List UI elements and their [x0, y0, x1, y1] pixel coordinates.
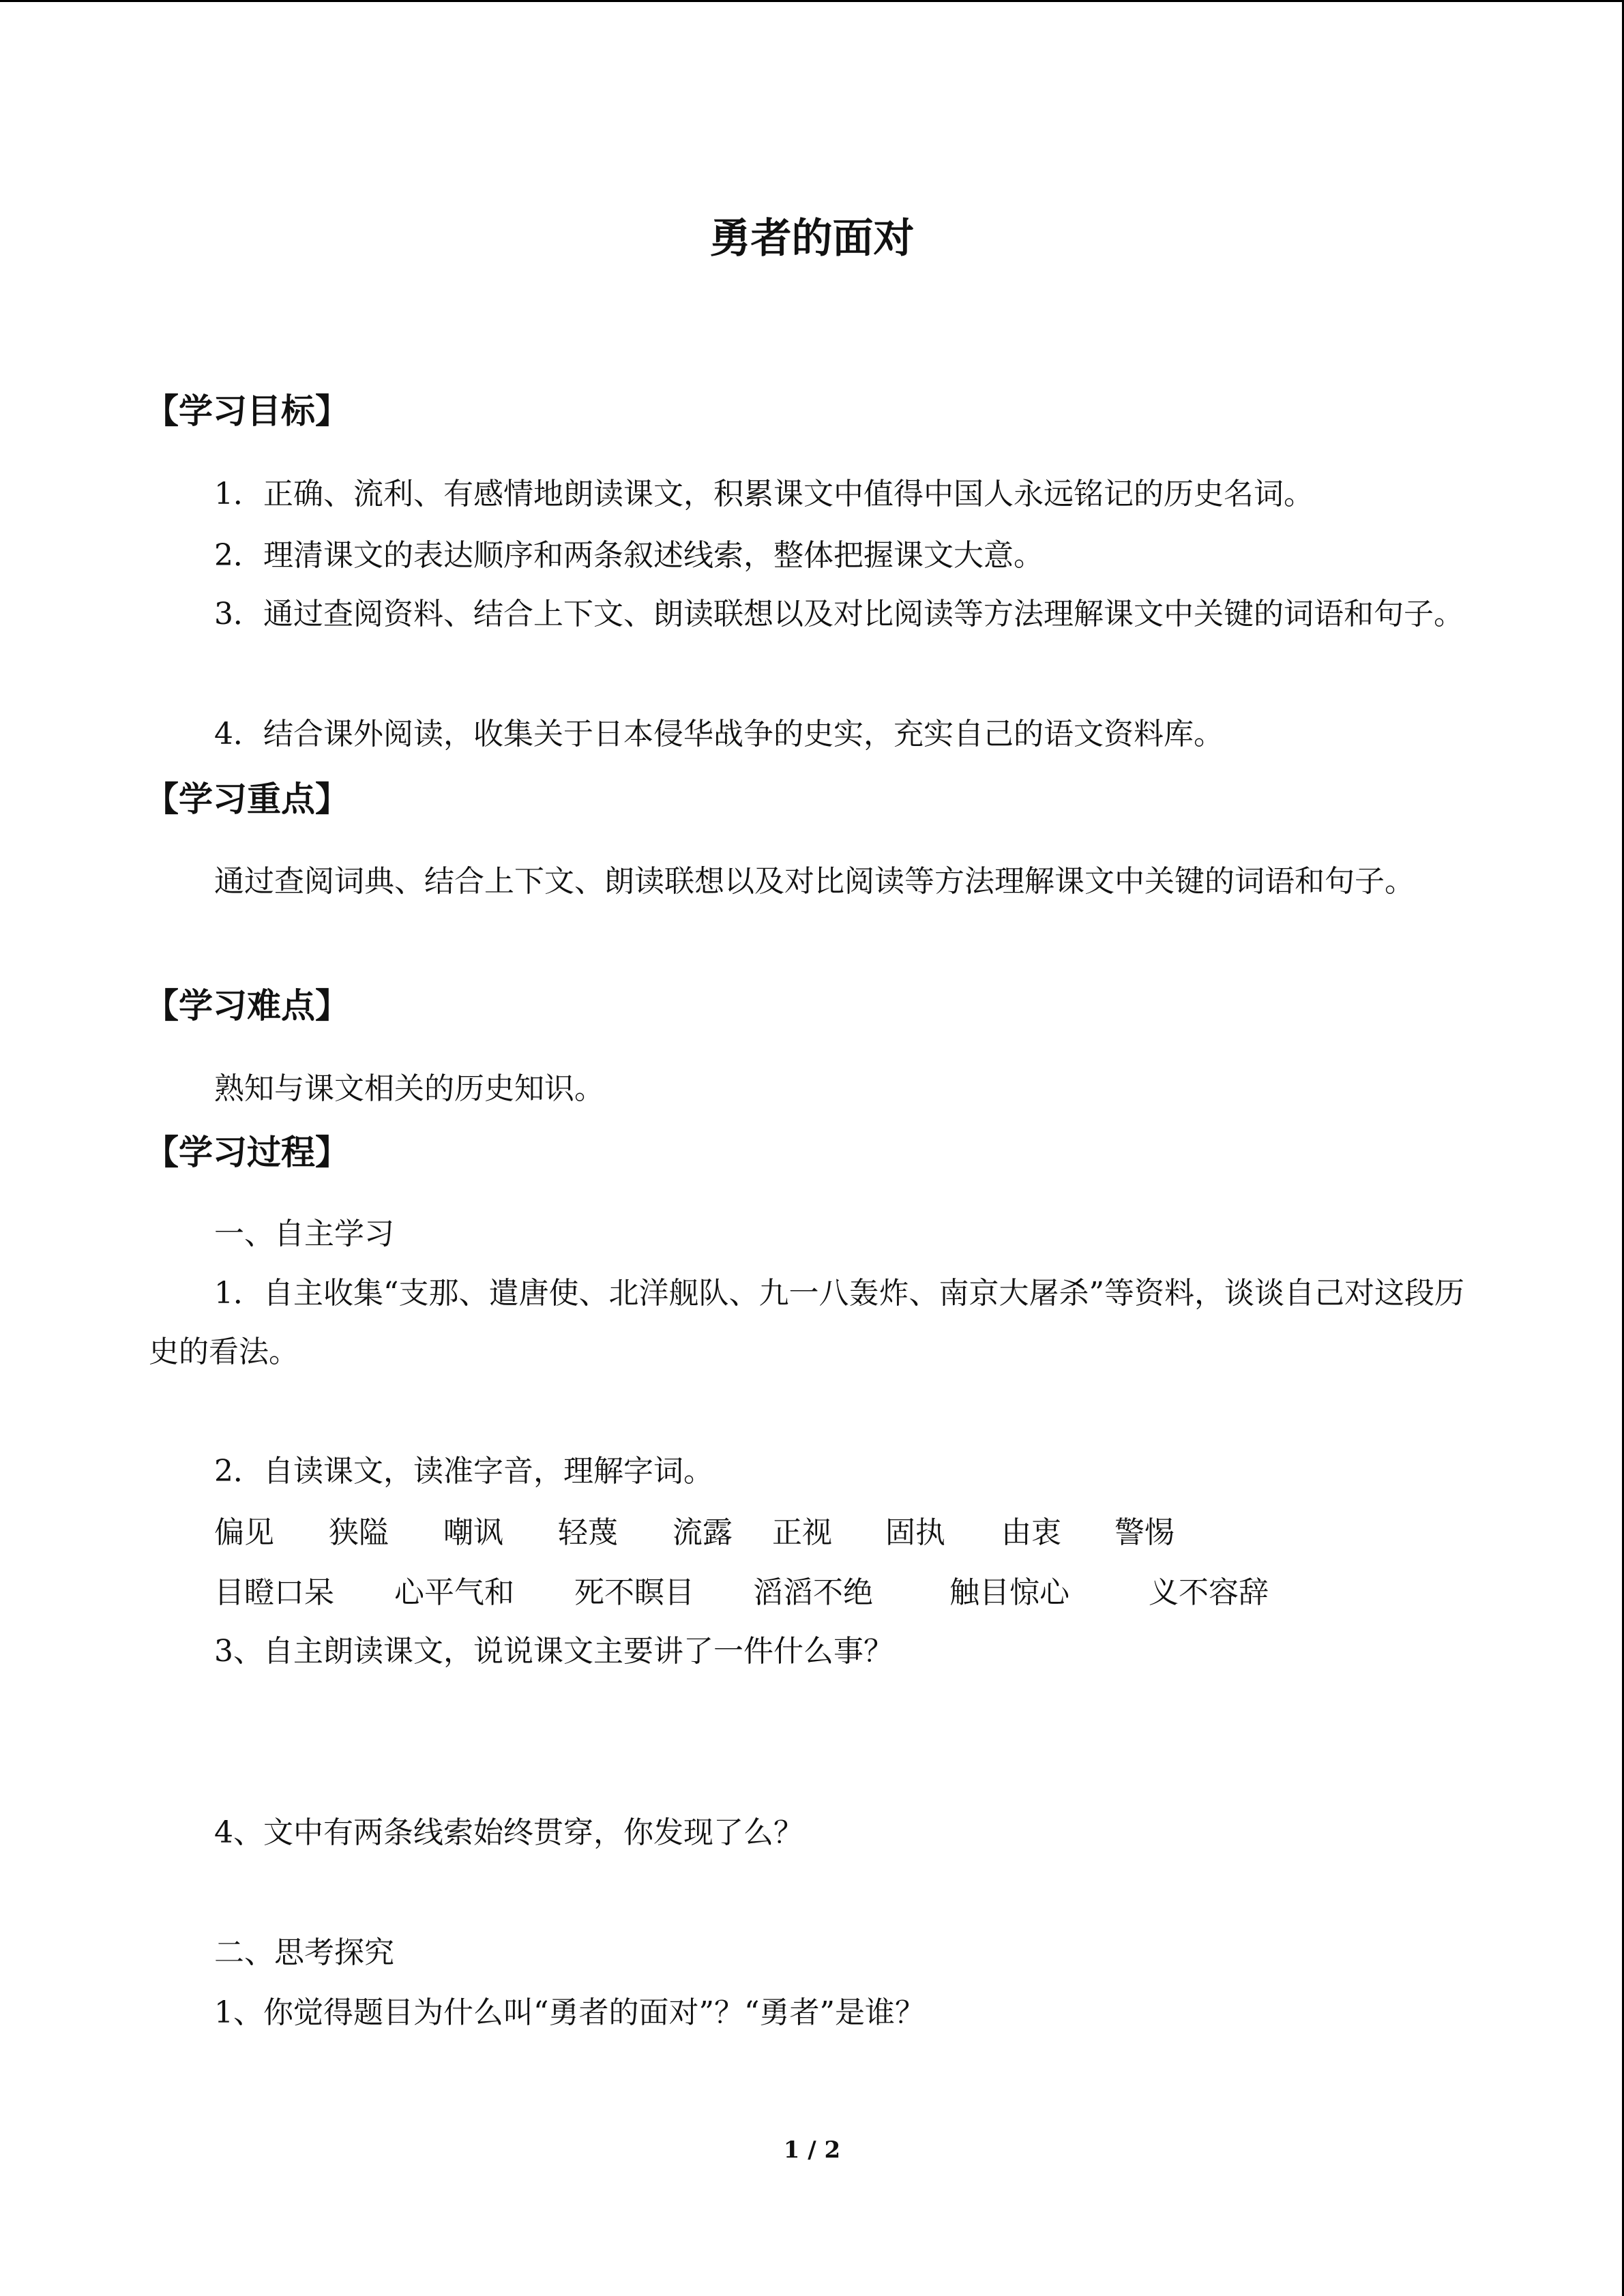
vocab-word: 滔滔不绝	[753, 1575, 873, 1610]
page-number: 1 / 2	[783, 2136, 841, 2164]
vocab-word: 触目惊心	[949, 1575, 1069, 1610]
vocab-word: 流露	[673, 1515, 733, 1550]
page-top-border	[0, 0, 1624, 2]
key-points-heading: 【学习重点】	[145, 779, 349, 819]
objectives-heading: 【学习目标】	[145, 391, 349, 431]
vocab-word: 警惕	[1114, 1515, 1175, 1550]
objective-item-1: 1．正确、流利、有感情地朗读课文，积累课文中值得中国人永远铭记的历史名词。	[214, 477, 1314, 511]
key-points-text: 通过查阅词典、结合上下文、朗读联想以及对比阅读等方法理解课文中关键的词语和句子。	[214, 864, 1415, 899]
vocab-word: 固执	[885, 1515, 945, 1550]
difficulties-text: 熟知与课文相关的历史知识。	[214, 1071, 604, 1106]
objective-item-4: 4．结合课外阅读，收集关于日本侵华战争的史实，充实自己的语文资料库。	[214, 717, 1224, 751]
vocab-word: 嘲讽	[443, 1515, 503, 1550]
vocab-word: 死不瞑目	[574, 1575, 694, 1610]
objective-item-3: 3．通过查阅资料、结合上下文、朗读联想以及对比阅读等方法理解课文中关键的词语和句子。	[214, 597, 1464, 631]
part2-question-1: 1、你觉得题目为什么叫“勇者的面对”？“勇者”是谁？	[214, 1995, 925, 2030]
difficulties-heading: 【学习难点】	[145, 986, 349, 1026]
part2-title: 二、思考探究	[214, 1935, 394, 1970]
vocab-word: 狭隘	[329, 1515, 389, 1550]
document-title: 勇者的面对	[709, 215, 915, 263]
vocab-word: 轻蔑	[558, 1515, 618, 1550]
process-heading: 【学习过程】	[145, 1133, 349, 1172]
vocab-word: 由衷	[1001, 1515, 1061, 1550]
vocab-word: 义不容辞	[1149, 1575, 1269, 1610]
vocab-word: 偏见	[214, 1515, 274, 1550]
vocab-word: 正视	[772, 1515, 832, 1550]
objective-item-2: 2．理清课文的表达顺序和两条叙述线索，整体把握课文大意。	[214, 538, 1044, 573]
question-1: 1．自主收集“支那、遣唐使、北洋舰队、九一八轰炸、南京大屠杀”等资料，谈谈自己对这段历史的看法。	[149, 1276, 1464, 1369]
part1-title: 一、自主学习	[214, 1217, 394, 1251]
vocab-word: 目瞪口呆	[214, 1575, 334, 1610]
vocab-word: 心平气和	[394, 1575, 514, 1610]
question-3: 3、自主朗读课文，说说课文主要讲了一件什么事？	[214, 1634, 894, 1669]
question-2: 2．自读课文，读准字音，理解字词。	[214, 1454, 713, 1489]
question-4: 4、文中有两条线索始终贯穿，你发现了么？	[214, 1815, 803, 1850]
